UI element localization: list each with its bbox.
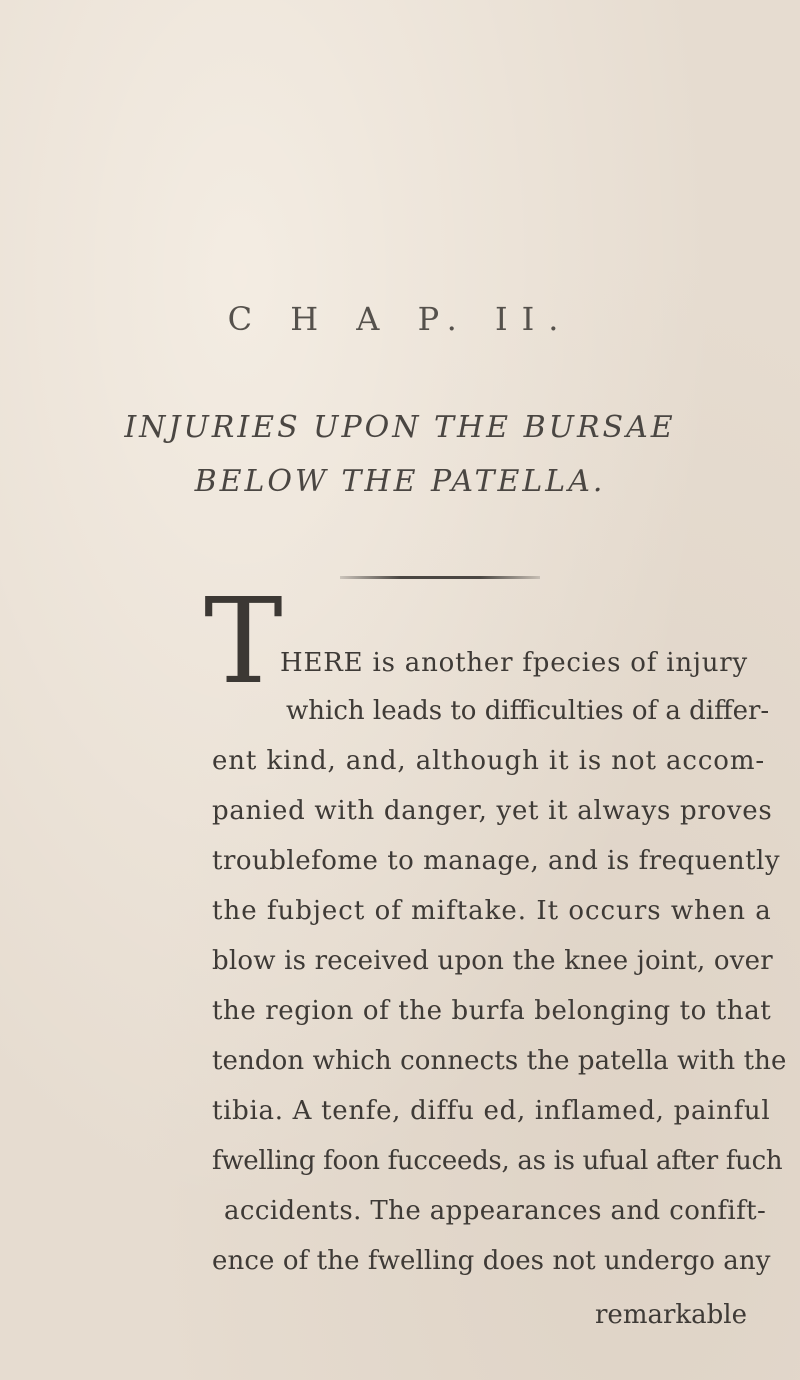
chapter-title-line-2: BELOW THE PATELLA.: [194, 464, 606, 499]
text-line: HERE is another fpecies of injury: [280, 648, 749, 678]
drop-cap: T: [204, 572, 283, 710]
text-line: which leads to difficulties of a differ-: [286, 696, 770, 726]
text-line: fwelling foon fucceeds, as is ufual after fuch: [212, 1146, 783, 1176]
text-line: ent kind, and, although it is not accom-: [212, 746, 766, 776]
chapter-heading: C H A P. II.: [227, 300, 573, 338]
text-line: blow is received upon the knee joint, over: [212, 946, 773, 976]
text-line: troublefome to manage, and is frequently: [212, 846, 781, 876]
chapter-title-line-1: INJURIES UPON THE BURSAE: [124, 410, 676, 445]
text-line: tibia. A tenfe, diffu ed, inflamed, painful: [212, 1096, 771, 1126]
decorative-rule: [340, 576, 540, 579]
text-line: panied with danger, yet it always proves: [212, 796, 773, 826]
text-line: tendon which connects the patella with the: [212, 1046, 787, 1076]
catchword: remarkable: [595, 1300, 748, 1330]
text-line: the region of the burfa belonging to that: [212, 996, 772, 1026]
text-line: accidents. The appearances and confift-: [224, 1196, 767, 1226]
text-line: ence of the fwelling does not undergo any: [212, 1246, 771, 1276]
text-line: the fubject of miftake. It occurs when a: [212, 896, 772, 926]
